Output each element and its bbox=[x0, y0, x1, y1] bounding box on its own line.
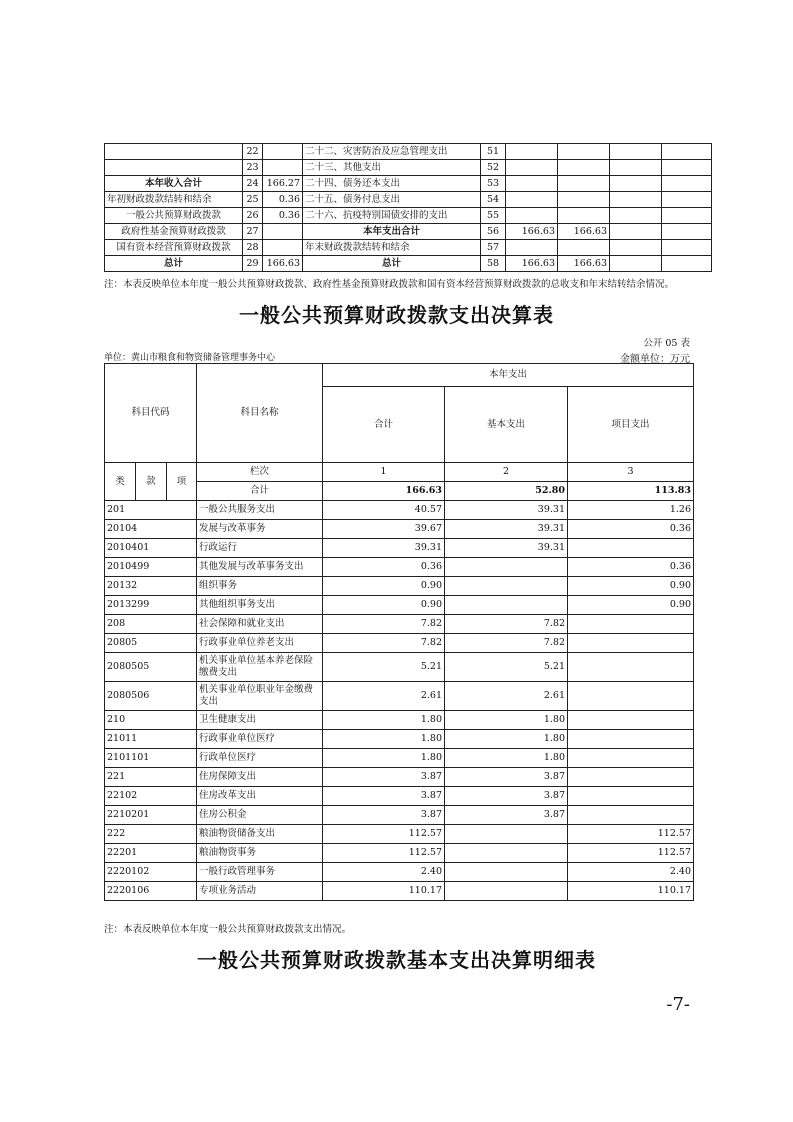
row-total: 3.87 bbox=[323, 806, 445, 825]
row-name: 一般行政管理事务 bbox=[197, 863, 323, 882]
row-name: 其他发展与改革事务支出 bbox=[197, 558, 323, 577]
table-row bbox=[105, 615, 694, 634]
row-total: 2.40 bbox=[323, 863, 445, 882]
summary-cell-f: 166.63 bbox=[506, 224, 558, 240]
summary-cell-f bbox=[506, 208, 558, 224]
row-name: 行政事业单位医疗 bbox=[197, 730, 323, 749]
row-name: 住房改革支出 bbox=[197, 787, 323, 806]
summary-cell-e: 57 bbox=[481, 240, 506, 256]
row-code: 221 bbox=[105, 768, 197, 787]
summary-cell-a: 政府性基金预算财政拨款 bbox=[105, 224, 243, 240]
row-code: 2080506 bbox=[105, 682, 197, 711]
summary-cell-d: 二十二、灾害防治及应急管理支出 bbox=[303, 144, 481, 160]
row-code: 208 bbox=[105, 615, 197, 634]
summary-cell-h bbox=[610, 160, 662, 176]
row-total: 0.90 bbox=[323, 596, 445, 615]
summary-cell-d: 二十三、其他支出 bbox=[303, 160, 481, 176]
row-project: 1.26 bbox=[568, 501, 694, 520]
summary-cell-b: 29 bbox=[243, 256, 263, 272]
row-name: 住房公积金 bbox=[197, 806, 323, 825]
summary-cell-e: 52 bbox=[481, 160, 506, 176]
summary-cell-g bbox=[558, 192, 610, 208]
row-total: 40.57 bbox=[323, 501, 445, 520]
row-basic bbox=[445, 882, 568, 901]
sum-total: 166.63 bbox=[323, 482, 445, 501]
header-col1: 1 bbox=[323, 463, 445, 482]
row-basic bbox=[445, 577, 568, 596]
row-basic: 1.80 bbox=[445, 749, 568, 768]
row-project bbox=[568, 634, 694, 653]
summary-cell-f bbox=[506, 176, 558, 192]
summary-cell-d: 本年支出合计 bbox=[303, 224, 481, 240]
summary-cell-h bbox=[610, 240, 662, 256]
summary-cell-a: 年初财政拨款结转和结余 bbox=[105, 192, 243, 208]
summary-cell-d: 二十六、抗疫特别国债安排的支出 bbox=[303, 208, 481, 224]
row-basic: 3.87 bbox=[445, 768, 568, 787]
row-project: 110.17 bbox=[568, 882, 694, 901]
table-row bbox=[105, 711, 694, 730]
row-basic: 39.31 bbox=[445, 501, 568, 520]
summary-cell-e: 55 bbox=[481, 208, 506, 224]
row-basic: 1.80 bbox=[445, 730, 568, 749]
row-basic: 3.87 bbox=[445, 787, 568, 806]
row-code: 20104 bbox=[105, 520, 197, 539]
row-total: 39.67 bbox=[323, 520, 445, 539]
summary-cell-a: 国有资本经营预算财政拨款 bbox=[105, 240, 243, 256]
summary-table-note: 注：本表反映单位本年度一般公共预算财政拨款、政府性基金预算财政拨款和国有资本经营预算财政拨款的总收支和年末结转结余情况。 bbox=[104, 279, 675, 290]
table-row bbox=[105, 787, 694, 806]
summary-cell-c: 166.27 bbox=[263, 176, 303, 192]
header-kuan: 款 bbox=[136, 463, 167, 501]
summary-cell-h bbox=[610, 176, 662, 192]
row-name: 专项业务活动 bbox=[197, 882, 323, 901]
row-total: 112.57 bbox=[323, 825, 445, 844]
summary-cell-c bbox=[263, 160, 303, 176]
header-name: 科目名称 bbox=[197, 364, 323, 463]
row-project bbox=[568, 653, 694, 682]
header-col3: 3 bbox=[568, 463, 694, 482]
summary-table-row bbox=[105, 160, 712, 176]
row-name: 机关事业单位基本养老保险缴费支出 bbox=[197, 653, 323, 682]
row-basic bbox=[445, 844, 568, 863]
row-project: 112.57 bbox=[568, 844, 694, 863]
table-row bbox=[105, 768, 694, 787]
table-code: 公开 05 表 bbox=[643, 338, 690, 349]
table-row bbox=[105, 730, 694, 749]
summary-cell-c bbox=[263, 240, 303, 256]
summary-cell-d: 二十四、债务还本支出 bbox=[303, 176, 481, 192]
summary-table-row bbox=[105, 240, 712, 256]
table-row bbox=[105, 844, 694, 863]
summary-cell-g bbox=[558, 240, 610, 256]
summary-cell-h bbox=[610, 256, 662, 272]
table-row bbox=[105, 749, 694, 768]
summary-cell-b: 23 bbox=[243, 160, 263, 176]
row-project bbox=[568, 539, 694, 558]
summary-cell-a bbox=[105, 160, 243, 176]
section-title: 一般公共预算财政拨款支出决算表 bbox=[239, 303, 554, 327]
summary-cell-g bbox=[558, 208, 610, 224]
summary-cell-h bbox=[610, 192, 662, 208]
summary-table-row bbox=[105, 176, 712, 192]
row-name: 住房保障支出 bbox=[197, 768, 323, 787]
row-code: 22102 bbox=[105, 787, 197, 806]
row-project bbox=[568, 682, 694, 711]
row-basic: 2.61 bbox=[445, 682, 568, 711]
sum-project: 113.83 bbox=[568, 482, 694, 501]
row-total: 0.90 bbox=[323, 577, 445, 596]
header-code: 科目代码 bbox=[105, 364, 197, 463]
table-row bbox=[105, 596, 694, 615]
row-name: 行政单位医疗 bbox=[197, 749, 323, 768]
summary-cell-c bbox=[263, 224, 303, 240]
table-row bbox=[105, 520, 694, 539]
summary-table-row bbox=[105, 192, 712, 208]
summary-cell-c: 0.36 bbox=[263, 192, 303, 208]
row-code: 20805 bbox=[105, 634, 197, 653]
summary-cell-i bbox=[662, 144, 712, 160]
row-basic: 7.82 bbox=[445, 615, 568, 634]
row-project bbox=[568, 768, 694, 787]
header-col2: 2 bbox=[445, 463, 568, 482]
summary-cell-g: 166.63 bbox=[558, 256, 610, 272]
summary-cell-a: 一般公共预算财政拨款 bbox=[105, 208, 243, 224]
summary-cell-c: 166.63 bbox=[263, 256, 303, 272]
row-total: 7.82 bbox=[323, 634, 445, 653]
row-total: 2.61 bbox=[323, 682, 445, 711]
summary-cell-i bbox=[662, 160, 712, 176]
summary-table-row bbox=[105, 224, 712, 240]
row-basic: 39.31 bbox=[445, 539, 568, 558]
row-name: 粮油物资储备支出 bbox=[197, 825, 323, 844]
row-name: 其他组织事务支出 bbox=[197, 596, 323, 615]
summary-cell-e: 54 bbox=[481, 192, 506, 208]
row-basic: 1.80 bbox=[445, 711, 568, 730]
summary-cell-e: 53 bbox=[481, 176, 506, 192]
summary-cell-c bbox=[263, 144, 303, 160]
income-expense-summary-table bbox=[104, 143, 712, 272]
summary-cell-e: 58 bbox=[481, 256, 506, 272]
row-total: 112.57 bbox=[323, 844, 445, 863]
row-total: 110.17 bbox=[323, 882, 445, 901]
row-project: 0.90 bbox=[568, 596, 694, 615]
row-name: 行政运行 bbox=[197, 539, 323, 558]
next-section-title: 一般公共预算财政拨款基本支出决算明细表 bbox=[197, 948, 596, 972]
row-code: 2010499 bbox=[105, 558, 197, 577]
amount-unit-label: 金额单位：万元 bbox=[620, 354, 690, 365]
summary-cell-f bbox=[506, 144, 558, 160]
summary-cell-g: 166.63 bbox=[558, 224, 610, 240]
expenditure-table-note: 注：本表反映单位本年度一般公共预算财政拨款支出情况。 bbox=[104, 924, 352, 935]
table-row bbox=[105, 577, 694, 596]
row-code: 201 bbox=[105, 501, 197, 520]
row-total: 1.80 bbox=[323, 749, 445, 768]
header-xiang: 项 bbox=[167, 463, 197, 501]
row-basic bbox=[445, 596, 568, 615]
row-code: 2220106 bbox=[105, 882, 197, 901]
row-basic bbox=[445, 825, 568, 844]
row-project bbox=[568, 806, 694, 825]
summary-cell-d: 二十五、债务付息支出 bbox=[303, 192, 481, 208]
summary-cell-d: 年末财政拨款结转和结余 bbox=[303, 240, 481, 256]
row-project: 0.90 bbox=[568, 577, 694, 596]
summary-cell-a: 总计 bbox=[105, 256, 243, 272]
expenditure-table bbox=[104, 363, 694, 901]
row-project bbox=[568, 749, 694, 768]
row-code: 2210201 bbox=[105, 806, 197, 825]
summary-cell-h bbox=[610, 208, 662, 224]
row-code: 210 bbox=[105, 711, 197, 730]
row-code: 22201 bbox=[105, 844, 197, 863]
header-current-year: 本年支出 bbox=[323, 364, 694, 387]
table-row bbox=[105, 863, 694, 882]
summary-cell-b: 27 bbox=[243, 224, 263, 240]
row-code: 2010401 bbox=[105, 539, 197, 558]
row-code: 20132 bbox=[105, 577, 197, 596]
row-project bbox=[568, 615, 694, 634]
summary-cell-f bbox=[506, 160, 558, 176]
row-name: 机关事业单位职业年金缴费支出 bbox=[197, 682, 323, 711]
summary-cell-g bbox=[558, 144, 610, 160]
row-name: 组织事务 bbox=[197, 577, 323, 596]
row-total: 3.87 bbox=[323, 787, 445, 806]
row-name: 粮油物资事务 bbox=[197, 844, 323, 863]
header-lei: 类 bbox=[105, 463, 136, 501]
row-total: 7.82 bbox=[323, 615, 445, 634]
summary-cell-h bbox=[610, 224, 662, 240]
table-row bbox=[105, 634, 694, 653]
row-project bbox=[568, 730, 694, 749]
unit-label: 单位：黄山市粮食和物资储备管理事务中心 bbox=[104, 353, 276, 363]
row-basic bbox=[445, 558, 568, 577]
row-code: 2101101 bbox=[105, 749, 197, 768]
row-total: 5.21 bbox=[323, 653, 445, 682]
row-name: 社会保障和就业支出 bbox=[197, 615, 323, 634]
header-basic: 基本支出 bbox=[445, 387, 568, 463]
row-total: 1.80 bbox=[323, 711, 445, 730]
row-code: 21011 bbox=[105, 730, 197, 749]
row-name: 一般公共服务支出 bbox=[197, 501, 323, 520]
summary-cell-d: 总计 bbox=[303, 256, 481, 272]
table-row bbox=[105, 882, 694, 901]
summary-cell-a: 本年收入合计 bbox=[105, 176, 243, 192]
row-project bbox=[568, 711, 694, 730]
row-name: 发展与改革事务 bbox=[197, 520, 323, 539]
row-basic: 3.87 bbox=[445, 806, 568, 825]
row-code: 2013299 bbox=[105, 596, 197, 615]
summary-table-row bbox=[105, 144, 712, 160]
summary-cell-g bbox=[558, 160, 610, 176]
row-project: 0.36 bbox=[568, 520, 694, 539]
summary-cell-i bbox=[662, 192, 712, 208]
summary-cell-i bbox=[662, 256, 712, 272]
summary-cell-i bbox=[662, 224, 712, 240]
summary-cell-b: 28 bbox=[243, 240, 263, 256]
header-project: 项目支出 bbox=[568, 387, 694, 463]
summary-cell-b: 24 bbox=[243, 176, 263, 192]
summary-cell-e: 51 bbox=[481, 144, 506, 160]
row-project bbox=[568, 787, 694, 806]
summary-cell-c: 0.36 bbox=[263, 208, 303, 224]
table-row bbox=[105, 558, 694, 577]
summary-cell-g bbox=[558, 176, 610, 192]
table-row bbox=[105, 682, 694, 711]
header-total: 合计 bbox=[323, 387, 445, 463]
summary-cell-i bbox=[662, 176, 712, 192]
row-basic: 39.31 bbox=[445, 520, 568, 539]
summary-cell-b: 22 bbox=[243, 144, 263, 160]
row-name: 行政事业单位养老支出 bbox=[197, 634, 323, 653]
header-column-no: 栏次 bbox=[197, 463, 323, 482]
row-code: 2220102 bbox=[105, 863, 197, 882]
table-row bbox=[105, 825, 694, 844]
summary-cell-f bbox=[506, 240, 558, 256]
summary-table-row bbox=[105, 256, 712, 272]
summary-cell-i bbox=[662, 240, 712, 256]
row-project: 0.36 bbox=[568, 558, 694, 577]
row-basic: 7.82 bbox=[445, 634, 568, 653]
summary-cell-a bbox=[105, 144, 243, 160]
summary-cell-b: 26 bbox=[243, 208, 263, 224]
page-number: -7- bbox=[666, 994, 690, 1015]
sum-label: 合计 bbox=[197, 482, 323, 501]
row-code: 222 bbox=[105, 825, 197, 844]
table-row bbox=[105, 806, 694, 825]
row-total: 3.87 bbox=[323, 768, 445, 787]
summary-cell-b: 25 bbox=[243, 192, 263, 208]
row-basic: 5.21 bbox=[445, 653, 568, 682]
table-row bbox=[105, 539, 694, 558]
row-code: 2080505 bbox=[105, 653, 197, 682]
summary-cell-i bbox=[662, 208, 712, 224]
row-project: 2.40 bbox=[568, 863, 694, 882]
summary-cell-f bbox=[506, 192, 558, 208]
sum-basic: 52.80 bbox=[445, 482, 568, 501]
row-total: 1.80 bbox=[323, 730, 445, 749]
row-total: 39.31 bbox=[323, 539, 445, 558]
row-total: 0.36 bbox=[323, 558, 445, 577]
summary-table-row bbox=[105, 208, 712, 224]
table-row bbox=[105, 653, 694, 682]
summary-cell-e: 56 bbox=[481, 224, 506, 240]
table-row bbox=[105, 501, 694, 520]
row-basic bbox=[445, 863, 568, 882]
row-project: 112.57 bbox=[568, 825, 694, 844]
summary-cell-f: 166.63 bbox=[506, 256, 558, 272]
row-name: 卫生健康支出 bbox=[197, 711, 323, 730]
summary-cell-h bbox=[610, 144, 662, 160]
